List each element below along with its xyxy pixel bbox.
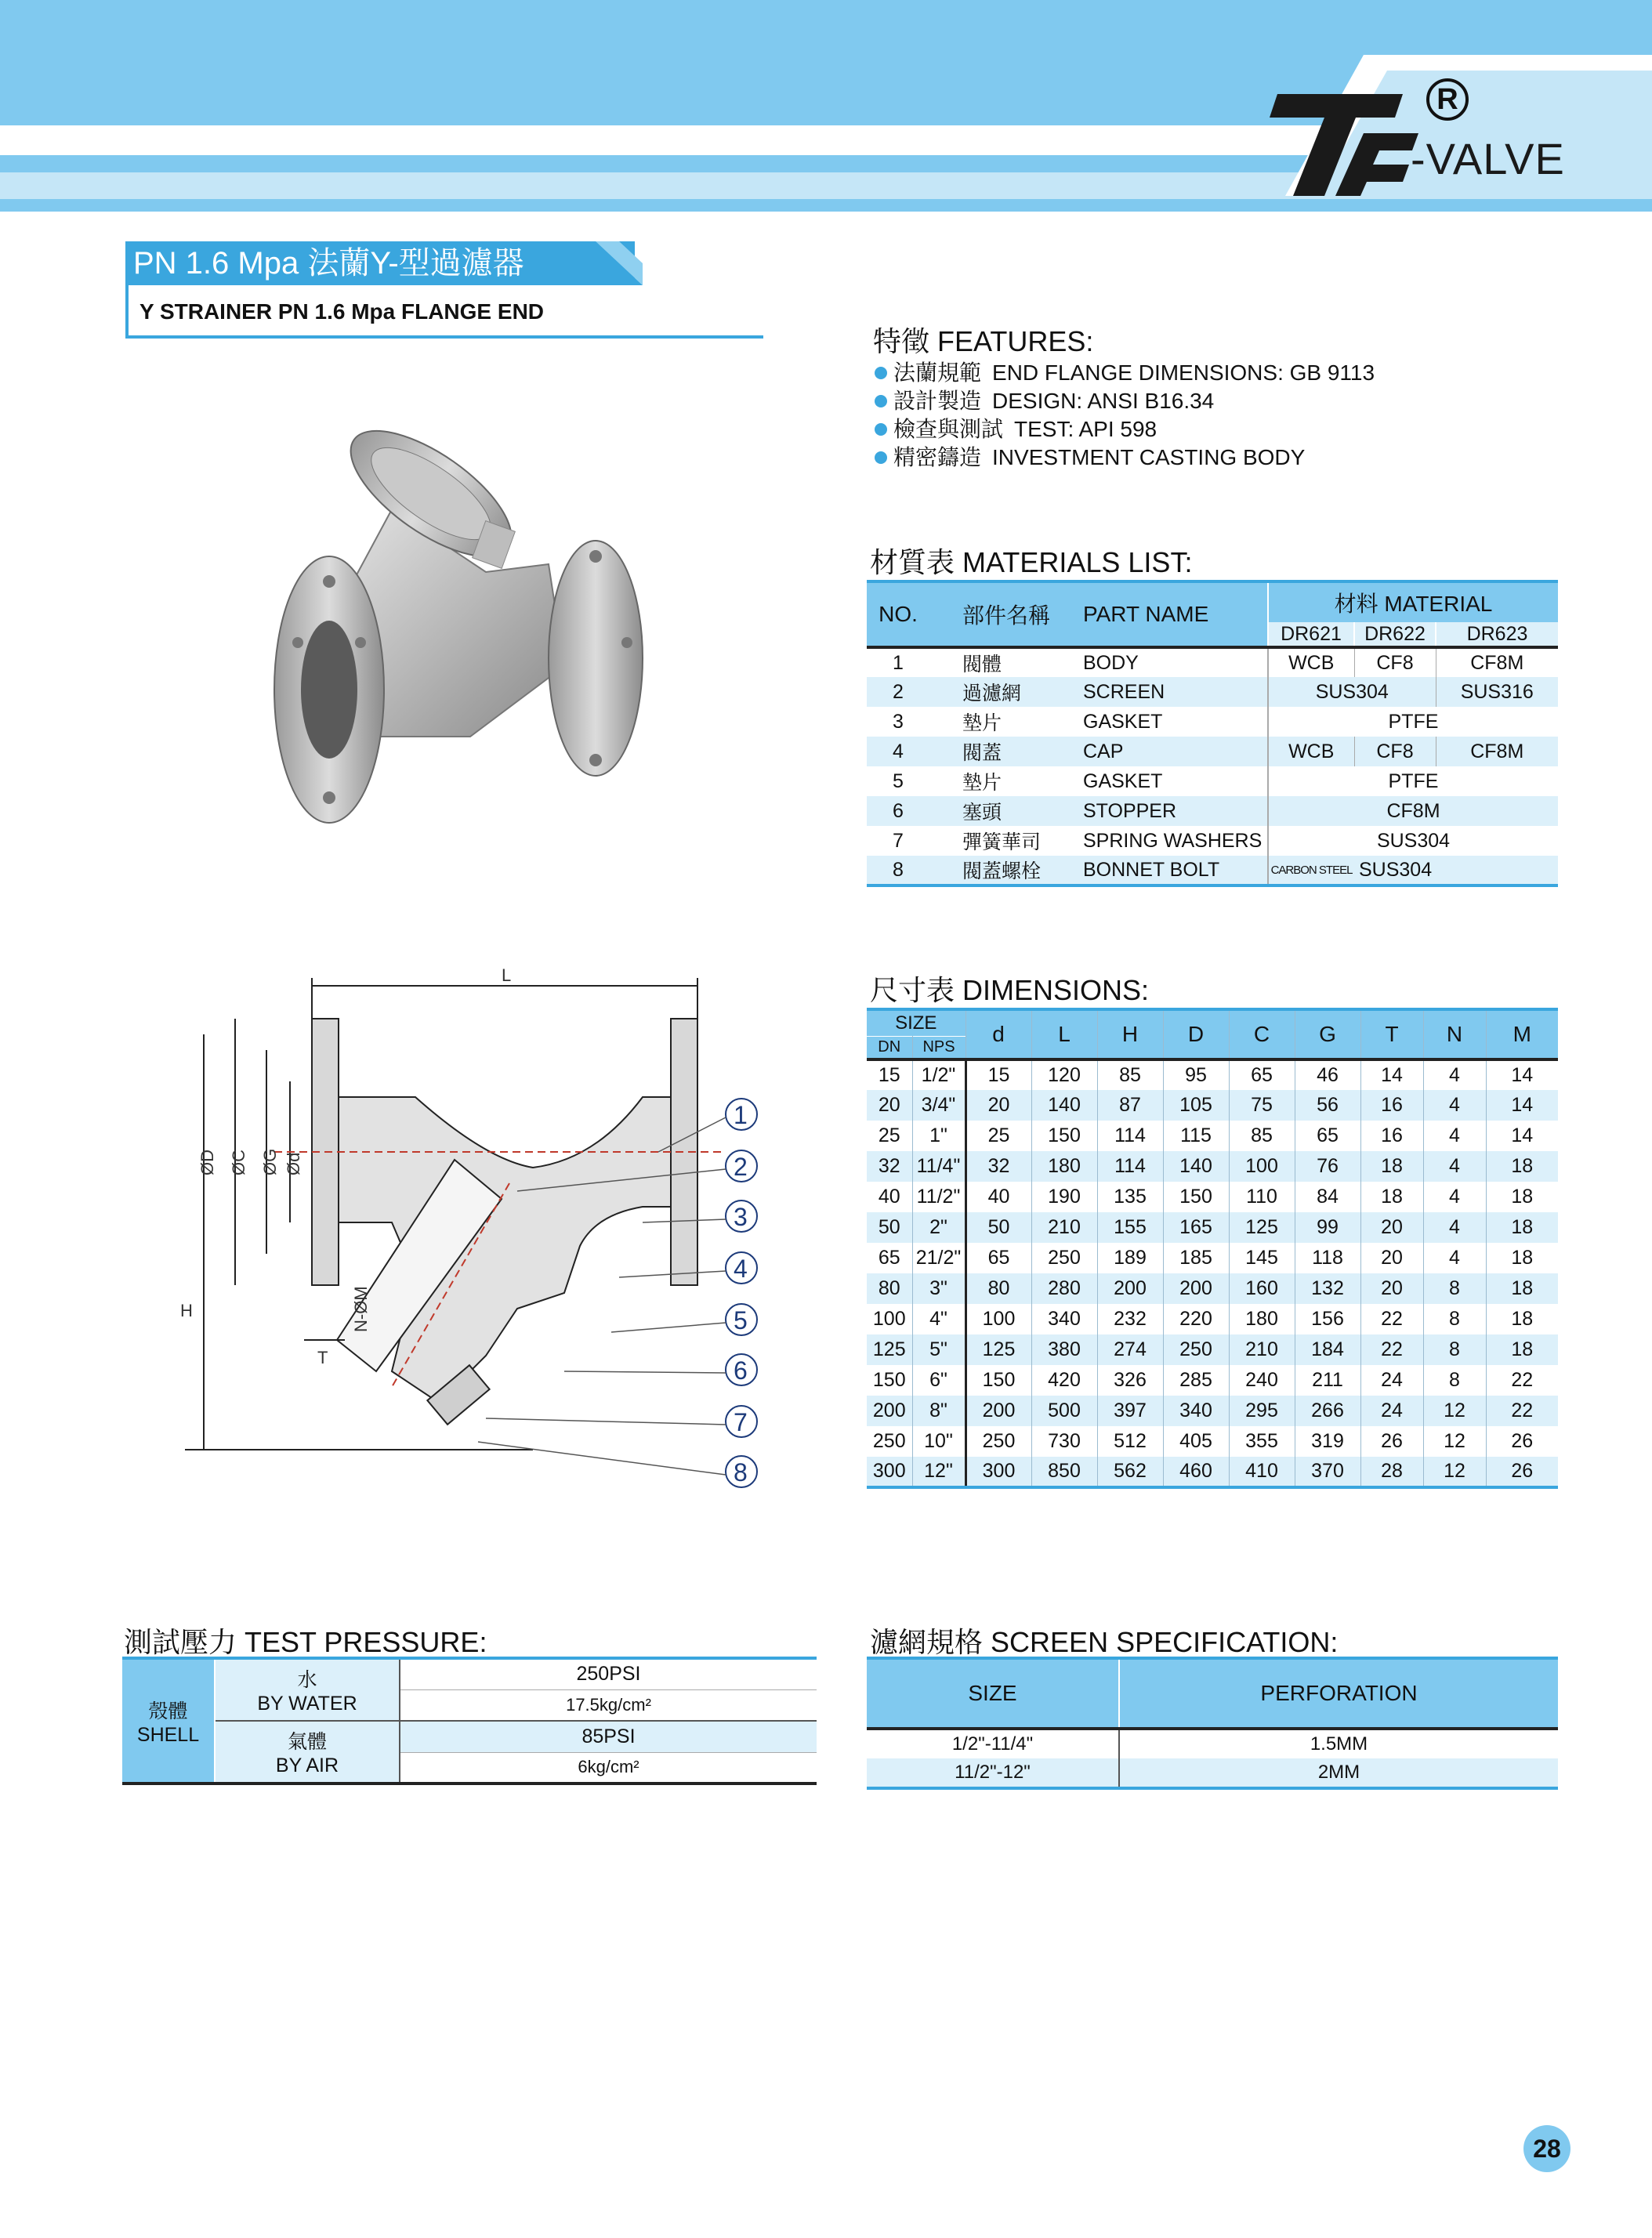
dimension-cell: 156 <box>1295 1304 1360 1334</box>
dimension-cell: 340 <box>1163 1396 1229 1426</box>
dimension-cell: 56 <box>1295 1090 1360 1121</box>
material-row: 3 墊片 GASKET PTFE <box>867 707 1558 737</box>
dimension-cell: 12 <box>1423 1396 1486 1426</box>
page-number: 28 <box>1523 2125 1570 2172</box>
dimension-cell: 140 <box>1031 1090 1097 1121</box>
material-row: 4 閥蓋 CAP WCB CF8 CF8M <box>867 737 1558 766</box>
dimension-cell: 20 <box>1360 1243 1423 1273</box>
dimension-cell: 40 <box>965 1182 1031 1212</box>
dimension-cell: 145 <box>1229 1243 1295 1273</box>
col-nps: NPS <box>912 1036 965 1059</box>
dimension-cell: 300 <box>965 1457 1031 1487</box>
dimension-cell: 32 <box>867 1151 912 1182</box>
dimension-cell: 210 <box>1031 1212 1097 1243</box>
dimension-cell: 8 <box>1423 1273 1486 1304</box>
dimension-cell: 21/2" <box>912 1243 965 1273</box>
dimension-cell: 232 <box>1097 1304 1163 1334</box>
dimension-cell: 110 <box>1229 1182 1295 1212</box>
callout-7 <box>726 1406 757 1437</box>
dimension-cell: 340 <box>1031 1304 1097 1334</box>
dimension-cell: 150 <box>867 1365 912 1396</box>
dimension-cell: 266 <box>1295 1396 1360 1426</box>
dimension-cell: 200 <box>1097 1273 1163 1304</box>
dimension-cell: 65 <box>1229 1059 1295 1090</box>
bullet-icon <box>875 367 887 379</box>
dimension-cell: 85 <box>1097 1059 1163 1090</box>
dimension-cell: 180 <box>1229 1304 1295 1334</box>
dimension-cell: 28 <box>1360 1457 1423 1487</box>
dimension-cell: 12 <box>1423 1426 1486 1457</box>
dimension-row <box>867 1457 1558 1487</box>
dimension-cell: 850 <box>1031 1457 1097 1487</box>
dimension-cell: 380 <box>1031 1334 1097 1365</box>
dimension-cell: 189 <box>1097 1243 1163 1273</box>
model-dr622: DR622 <box>1354 622 1436 647</box>
dimension-cell: 8 <box>1423 1304 1486 1334</box>
dimension-row <box>867 1182 1558 1212</box>
model-dr623: DR623 <box>1436 622 1558 647</box>
col-part-en: PART NAME <box>1067 581 1268 647</box>
col-d: d <box>965 1009 1031 1059</box>
svg-text:6: 6 <box>734 1356 748 1385</box>
dimension-cell: 16 <box>1360 1090 1423 1121</box>
dimension-cell: 95 <box>1163 1059 1229 1090</box>
dimension-cell: 1/2" <box>912 1059 965 1090</box>
dimension-cell: 76 <box>1295 1151 1360 1182</box>
dimension-cell: 20 <box>867 1090 912 1121</box>
dimensions-heading: 尺寸表 DIMENSIONS: <box>870 974 1150 1006</box>
dimension-cell: 512 <box>1097 1426 1163 1457</box>
bullet-icon <box>875 423 887 436</box>
dimension-cell: 15 <box>867 1059 912 1090</box>
dimension-cell: 14 <box>1360 1059 1423 1090</box>
dimension-cell: 240 <box>1229 1365 1295 1396</box>
dimension-cell: 562 <box>1097 1457 1163 1487</box>
dimension-cell: 420 <box>1031 1365 1097 1396</box>
dimension-cell: 120 <box>1031 1059 1097 1090</box>
dimension-cell: 14 <box>1511 1064 1534 1086</box>
dimension-cell: 211 <box>1295 1365 1360 1396</box>
screen-spec-heading: 濾網規格 SCREEN SPECIFICATION: <box>870 1626 1339 1658</box>
col-G: G <box>1295 1009 1360 1059</box>
dimension-cell: 2" <box>912 1212 965 1243</box>
dimension-cell: 410 <box>1229 1457 1295 1487</box>
col-N: N <box>1423 1009 1486 1059</box>
dim-label-G: ØG <box>260 1148 280 1175</box>
model-dr621: DR621 <box>1268 622 1354 647</box>
screen-row: 11/2"-12" 2MM <box>867 1758 1558 1788</box>
dimension-cell: 25 <box>965 1121 1031 1151</box>
dimension-cell: 100 <box>1229 1151 1295 1182</box>
dimension-cell: 18 <box>1511 1216 1534 1238</box>
dim-label-NM: N-ØM <box>351 1286 371 1332</box>
material-row: 6 塞頭 STOPPER CF8M <box>867 796 1558 826</box>
dimension-cell: 125 <box>867 1334 912 1365</box>
material-row: 7 彈簧華司 SPRING WASHERS SUS304 <box>867 826 1558 856</box>
feature-item: 法蘭規範 END FLANGE DIMENSIONS: GB 9113 <box>875 359 1580 387</box>
dimension-cell: 4 <box>1423 1243 1486 1273</box>
material-row: 2 過濾網 SCREEN SUS304 SUS316 <box>867 677 1558 707</box>
callout-4 <box>726 1252 757 1284</box>
col-dn: DN <box>867 1036 912 1059</box>
screen-spec-table <box>867 1657 1558 1790</box>
col-material: 材料 MATERIAL <box>1268 581 1558 622</box>
dimension-cell: 1" <box>912 1121 965 1151</box>
dim-label-D: ØD <box>197 1150 217 1175</box>
dimension-cell: 75 <box>1229 1090 1295 1121</box>
feature-item: 設計製造 DESIGN: ANSI B16.34 <box>875 387 1580 415</box>
test-pressure-heading: 測試壓力 TEST PRESSURE: <box>124 1626 487 1658</box>
svg-text:5: 5 <box>734 1306 748 1334</box>
dimension-cell: 135 <box>1097 1182 1163 1212</box>
features-list <box>875 359 1580 472</box>
dimension-cell: 5" <box>912 1334 965 1365</box>
air-label: 氣體 BY AIR <box>215 1721 400 1784</box>
dimension-cell: 40 <box>867 1182 912 1212</box>
dimension-cell: 4 <box>1423 1182 1486 1212</box>
dimension-cell: 32 <box>965 1151 1031 1182</box>
dimension-cell: 15 <box>965 1059 1031 1090</box>
dimension-row <box>867 1334 1558 1365</box>
callout-3 <box>726 1200 757 1232</box>
dimension-cell: 150 <box>1031 1121 1097 1151</box>
dimension-cell: 25 <box>867 1121 912 1151</box>
col-T: T <box>1360 1009 1423 1059</box>
dimension-cell: 250 <box>965 1426 1031 1457</box>
dimension-cell: 6" <box>912 1365 965 1396</box>
water-psi: 250PSI <box>400 1658 817 1689</box>
dimension-cell: 274 <box>1097 1334 1163 1365</box>
logo-text: -VALVE <box>1411 134 1565 183</box>
dimension-cell: 190 <box>1031 1182 1097 1212</box>
dimension-cell: 4" <box>912 1304 965 1334</box>
col-D: D <box>1163 1009 1229 1059</box>
callout-2 <box>726 1150 757 1182</box>
material-row: 8 閥蓋螺栓 BONNET BOLT CARBON STEEL SUS304 <box>867 856 1558 885</box>
dimension-row <box>867 1243 1558 1273</box>
materials-table <box>867 580 1558 887</box>
dimension-cell: 319 <box>1295 1426 1360 1457</box>
dimension-cell: 12 <box>1423 1457 1486 1487</box>
dim-label-L: L <box>502 965 512 985</box>
dimension-cell: 100 <box>867 1304 912 1334</box>
dimension-cell: 65 <box>965 1243 1031 1273</box>
brand-logo <box>1270 47 1599 204</box>
dimension-cell: 397 <box>1097 1396 1163 1426</box>
dimension-cell: 3" <box>912 1273 965 1304</box>
dimension-cell: 500 <box>1031 1396 1097 1426</box>
air-psi: 85PSI <box>400 1721 817 1752</box>
dimension-cell: 84 <box>1295 1182 1360 1212</box>
dimension-cell: 11/2" <box>912 1182 965 1212</box>
dimension-row <box>867 1212 1558 1243</box>
dimension-cell: 150 <box>1163 1182 1229 1212</box>
dimension-cell: 4 <box>1423 1090 1486 1121</box>
dimension-cell: 220 <box>1163 1304 1229 1334</box>
bullet-icon <box>875 395 887 407</box>
dimension-cell: 22 <box>1511 1400 1534 1421</box>
dimensions-table <box>867 1008 1558 1489</box>
material-row: 5 墊片 GASKET PTFE <box>867 766 1558 796</box>
dimension-cell: 18 <box>1511 1247 1534 1269</box>
dimension-cell: 65 <box>1295 1121 1360 1151</box>
dimension-cell: 14 <box>1511 1124 1534 1146</box>
dimension-row <box>867 1121 1558 1151</box>
dimension-cell: 405 <box>1163 1426 1229 1457</box>
dimension-cell: 730 <box>1031 1426 1097 1457</box>
col-part-cn: 部件名稱 <box>929 581 1067 647</box>
dimension-cell: 160 <box>1229 1273 1295 1304</box>
dim-label-C: ØC <box>229 1150 248 1175</box>
dimension-cell: 26 <box>1511 1460 1534 1482</box>
dimension-cell: 20 <box>1360 1212 1423 1243</box>
dimension-cell: 250 <box>1163 1334 1229 1365</box>
dimension-cell: 18 <box>1511 1338 1534 1360</box>
dimension-row <box>867 1426 1558 1457</box>
dimension-cell: 200 <box>867 1396 912 1426</box>
dimension-cell: 18 <box>1511 1308 1534 1330</box>
dimension-cell: 85 <box>1229 1121 1295 1151</box>
dimension-cell: 114 <box>1097 1121 1163 1151</box>
material-row: 1 閥體 BODY WCB CF8 CF8M <box>867 647 1558 677</box>
product-title-cn: PN 1.6 Mpa 法蘭Y-型過濾器 <box>125 241 635 285</box>
dimension-row <box>867 1365 1558 1396</box>
callout-1 <box>726 1099 757 1130</box>
dim-label-T: T <box>317 1348 328 1367</box>
dimension-row <box>867 1151 1558 1182</box>
col-size: SIZE <box>867 1009 965 1036</box>
dimension-cell: 355 <box>1229 1426 1295 1457</box>
col-C: C <box>1229 1009 1295 1059</box>
dimension-row <box>867 1396 1558 1426</box>
registered-mark: R <box>1426 78 1469 121</box>
dimension-cell: 4 <box>1423 1212 1486 1243</box>
dimension-cell: 100 <box>965 1304 1031 1334</box>
callout-5 <box>726 1304 757 1335</box>
dimension-cell: 26 <box>1360 1426 1423 1457</box>
dimension-cell: 3/4" <box>912 1090 965 1121</box>
dimension-cell: 8 <box>1423 1365 1486 1396</box>
dimension-cell: 4 <box>1423 1151 1486 1182</box>
dimension-cell: 87 <box>1097 1090 1163 1121</box>
dimension-cell: 295 <box>1229 1396 1295 1426</box>
technical-drawing <box>157 964 784 1497</box>
materials-heading: 材質表 MATERIALS LIST: <box>870 546 1193 578</box>
dimension-cell: 200 <box>965 1396 1031 1426</box>
col-no: NO. <box>867 581 929 647</box>
dimension-cell: 165 <box>1163 1212 1229 1243</box>
product-photo <box>251 407 705 854</box>
svg-text:2: 2 <box>734 1153 748 1181</box>
dim-label-H: H <box>180 1301 193 1320</box>
water-label: 水 BY WATER <box>215 1658 400 1721</box>
dimension-cell: 460 <box>1163 1457 1229 1487</box>
dimension-cell: 26 <box>1511 1430 1534 1452</box>
water-kg: 17.5kg/cm² <box>566 1694 651 1715</box>
dimension-cell: 80 <box>965 1273 1031 1304</box>
dimension-cell: 16 <box>1360 1121 1423 1151</box>
dimension-cell: 4 <box>1423 1121 1486 1151</box>
test-pressure-table <box>122 1657 817 1785</box>
bullet-icon <box>875 451 887 464</box>
col-M: M <box>1513 1022 1531 1046</box>
dimension-row <box>867 1059 1558 1090</box>
dimension-cell: 65 <box>867 1243 912 1273</box>
title-arrow-decoration <box>549 241 643 285</box>
dimension-cell: 210 <box>1229 1334 1295 1365</box>
dimension-cell: 118 <box>1295 1243 1360 1273</box>
dimension-cell: 114 <box>1097 1151 1163 1182</box>
dimension-cell: 300 <box>867 1457 912 1487</box>
col-perforation: PERFORATION <box>1260 1681 1418 1705</box>
dimension-cell: 326 <box>1097 1365 1163 1396</box>
dimension-cell: 18 <box>1360 1151 1423 1182</box>
dimension-cell: 22 <box>1360 1304 1423 1334</box>
dimension-row <box>867 1304 1558 1334</box>
dimension-cell: 18 <box>1511 1186 1534 1208</box>
dimension-cell: 285 <box>1163 1365 1229 1396</box>
callout-8 <box>726 1456 757 1487</box>
svg-text:7: 7 <box>734 1408 748 1436</box>
dimension-cell: 22 <box>1360 1334 1423 1365</box>
dimension-cell: 20 <box>965 1090 1031 1121</box>
dimension-cell: 8" <box>912 1396 965 1426</box>
dimension-cell: 18 <box>1511 1155 1534 1177</box>
feature-item: 精密鑄造 INVESTMENT CASTING BODY <box>875 444 1580 472</box>
col-L: L <box>1031 1009 1097 1059</box>
product-title-en: Y STRAINER PN 1.6 Mpa FLANGE END <box>125 285 763 339</box>
screen-row: 1/2"-11/4" 1.5MM <box>867 1729 1558 1758</box>
svg-text:1: 1 <box>734 1101 748 1129</box>
dimension-cell: 150 <box>965 1365 1031 1396</box>
dimension-cell: 10" <box>912 1426 965 1457</box>
features-heading: 特徵 FEATURES: <box>873 325 1094 357</box>
dimension-cell: 14 <box>1511 1094 1534 1116</box>
dimension-cell: 115 <box>1163 1121 1229 1151</box>
dimension-cell: 99 <box>1295 1212 1360 1243</box>
shell-label: 殼體 SHELL <box>122 1658 215 1784</box>
air-kg: 6kg/cm² <box>578 1757 639 1777</box>
dimension-cell: 125 <box>1229 1212 1295 1243</box>
dimension-cell: 18 <box>1360 1182 1423 1212</box>
dimension-cell: 280 <box>1031 1273 1097 1304</box>
dimension-cell: 125 <box>965 1334 1031 1365</box>
dimension-cell: 22 <box>1511 1369 1534 1391</box>
svg-text:3: 3 <box>734 1203 748 1231</box>
dimension-cell: 80 <box>867 1273 912 1304</box>
dimension-cell: 180 <box>1031 1151 1097 1182</box>
dimension-cell: 155 <box>1097 1212 1163 1243</box>
dimension-cell: 105 <box>1163 1090 1229 1121</box>
feature-item: 檢查與測試 TEST: API 598 <box>875 415 1580 444</box>
dimension-cell: 20 <box>1360 1273 1423 1304</box>
svg-text:8: 8 <box>734 1458 748 1487</box>
dimension-cell: 250 <box>867 1426 912 1457</box>
dimension-cell: 24 <box>1360 1365 1423 1396</box>
col-size: SIZE <box>867 1658 1119 1729</box>
dimension-cell: 4 <box>1423 1059 1486 1090</box>
dimension-cell: 140 <box>1163 1151 1229 1182</box>
dimension-row <box>867 1090 1558 1121</box>
dimension-cell: 50 <box>867 1212 912 1243</box>
dimension-cell: 46 <box>1295 1059 1360 1090</box>
dimension-cell: 24 <box>1360 1396 1423 1426</box>
callout-6 <box>726 1354 757 1385</box>
dim-label-d: Ød <box>284 1152 303 1175</box>
dimension-cell: 250 <box>1031 1243 1097 1273</box>
dimension-cell: 8 <box>1423 1334 1486 1365</box>
dimension-cell: 200 <box>1163 1273 1229 1304</box>
dimension-cell: 12" <box>912 1457 965 1487</box>
dimension-cell: 50 <box>965 1212 1031 1243</box>
te-logo-icon <box>1270 86 1418 212</box>
dimension-cell: 11/4" <box>912 1151 965 1182</box>
col-H: H <box>1097 1009 1163 1059</box>
dimension-cell: 132 <box>1295 1273 1360 1304</box>
dimension-cell: 184 <box>1295 1334 1360 1365</box>
dimension-cell: 185 <box>1163 1243 1229 1273</box>
dimension-cell: 370 <box>1295 1457 1360 1487</box>
dimension-cell: 18 <box>1511 1277 1534 1299</box>
dimension-row <box>867 1273 1558 1304</box>
svg-text:4: 4 <box>734 1255 748 1283</box>
